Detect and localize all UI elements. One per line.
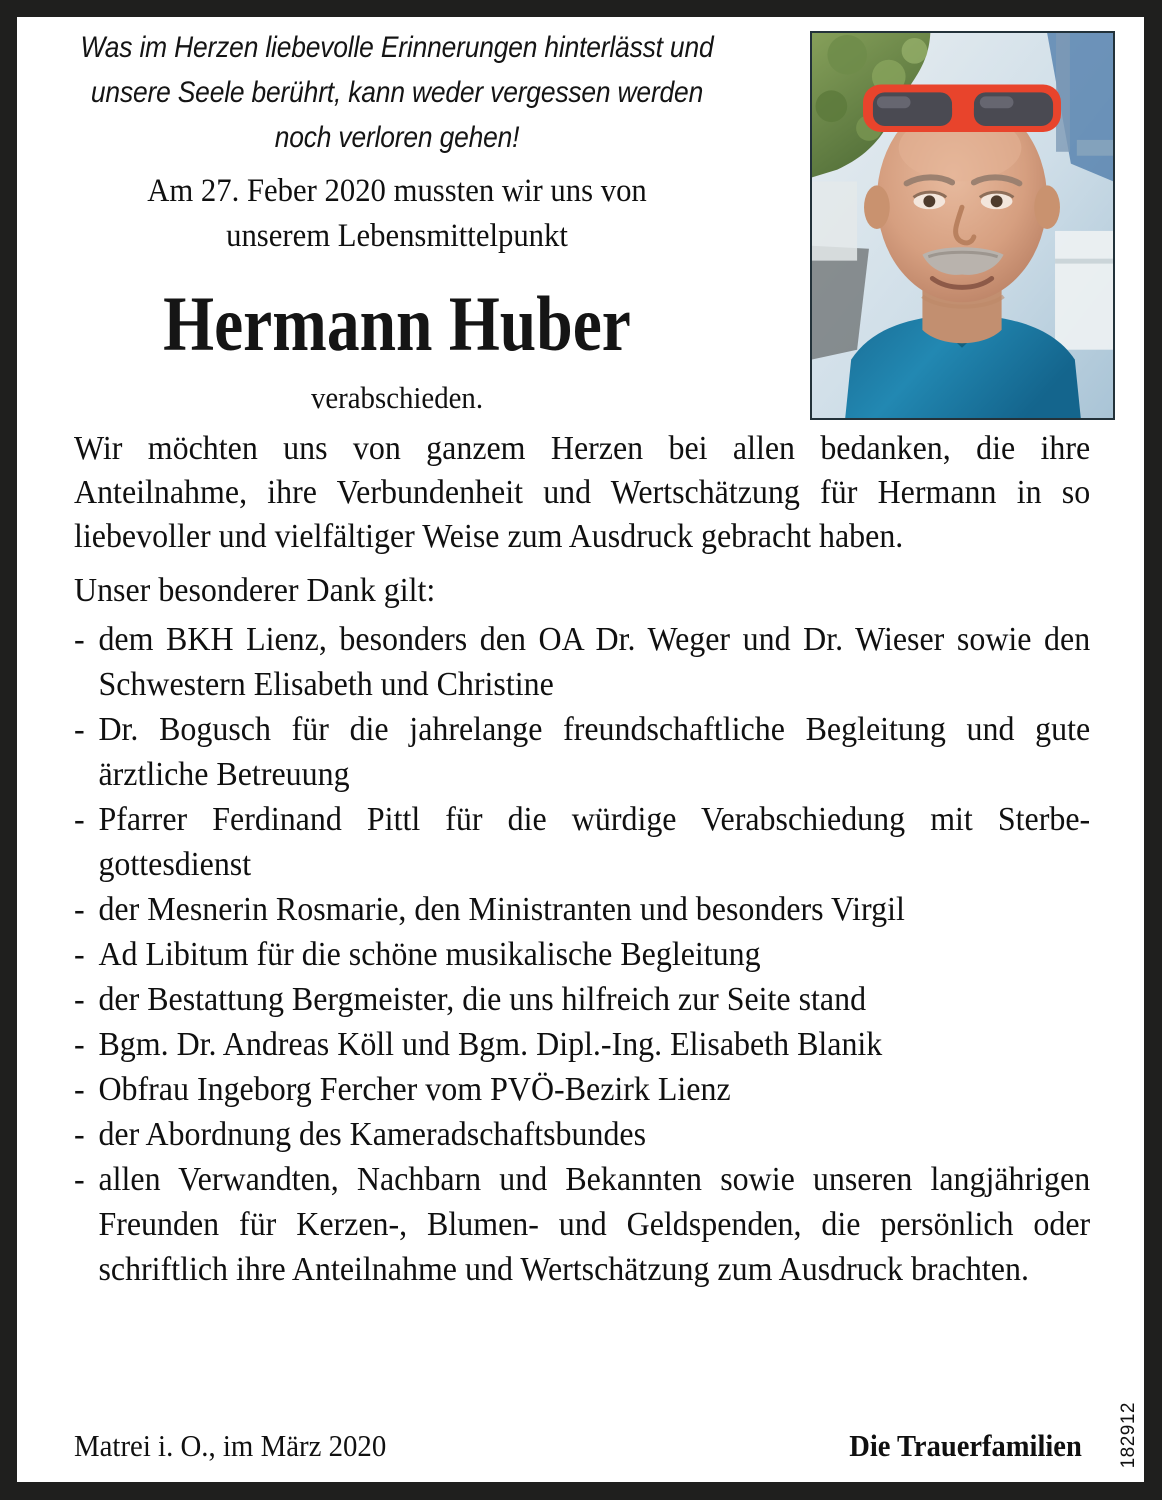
list-item bbox=[74, 932, 1090, 977]
bullet-dash: - bbox=[74, 711, 85, 748]
bullet-dash: - bbox=[74, 1161, 85, 1198]
announcement-line-1: Am 27. Feber 2020 mussten wir uns von bbox=[147, 173, 647, 209]
bullet-dash: - bbox=[74, 936, 85, 973]
list-item-text: der Mesnerin Rosmarie, den Ministranten und besonders Virgil bbox=[98, 891, 905, 928]
epigraph-line-2: unsere Seele berührt, kann weder vergessen werden bbox=[90, 76, 704, 109]
gratitude-paragraph: Wir möchten uns von ganzem Herzen bei allen bedanken, die ihre Anteilnahme, ihre Verbundenheit und Wertschätzung für Hermann in so liebevoller und vielfältiger Weise zum Ausdruck gebracht haben. bbox=[74, 430, 1091, 555]
deceased-name: Hermann Huber bbox=[163, 280, 631, 367]
bullet-dash: - bbox=[74, 1071, 85, 1108]
list-item bbox=[74, 887, 1090, 932]
epigraph-line-3: noch verloren gehen! bbox=[274, 121, 520, 154]
bullet-dash: - bbox=[74, 621, 85, 658]
signature: Die Trauerfamilien bbox=[849, 1428, 1082, 1463]
epigraph-line-1: Was im Herzen liebevolle Erinnerungen hinterlässt und bbox=[80, 31, 714, 64]
list-item-text: der Abordnung des Kameradschaftsbundes bbox=[98, 1116, 647, 1153]
list-item bbox=[74, 1112, 1090, 1157]
list-item-text: Ad Libitum für die schöne musikalische Begleitung bbox=[98, 936, 761, 973]
list-item bbox=[74, 797, 1090, 887]
portrait-photo bbox=[810, 31, 1115, 420]
announcement-line-2: unserem Lebensmittelpunkt bbox=[226, 218, 568, 254]
bullet-dash: - bbox=[74, 891, 85, 928]
bullet-dash: - bbox=[74, 1116, 85, 1153]
reference-code: 182912 bbox=[1118, 1401, 1139, 1468]
epigraph bbox=[80, 25, 714, 160]
bullet-dash: - bbox=[74, 1026, 85, 1063]
list-item-text: Dr. Bogusch für die jahrelange freundschaftliche Begleitung und gute ärztliche Betreuung bbox=[98, 711, 1091, 793]
list-item bbox=[74, 707, 1090, 797]
place-and-date: Matrei i. O., im März 2020 bbox=[74, 1428, 387, 1463]
list-item-text: Bgm. Dr. Andreas Köll und Bgm. Dipl.-Ing. Elisabeth Blanik bbox=[98, 1026, 883, 1063]
notice-footer bbox=[74, 1428, 1082, 1464]
sunglasses-icon bbox=[863, 84, 1061, 132]
announcement bbox=[72, 169, 723, 259]
list-item-text: dem BKH Lienz, besonders den OA Dr. Weger und Dr. Wieser sowie den Schwestern Elisabeth und Christine bbox=[98, 621, 1091, 703]
bullet-dash: - bbox=[74, 801, 85, 838]
list-item-text: der Bestattung Bergmeister, die uns hilfreich zur Seite stand bbox=[98, 981, 867, 1018]
portrait-illustration bbox=[812, 33, 1113, 418]
list-item-text: Pfarrer Ferdinand Pittl für die würdige Verabschiedung mit Sterbegottesdienst bbox=[98, 801, 1091, 883]
bullet-dash: - bbox=[74, 981, 85, 1018]
list-item-text: Obfrau Ingeborg Fercher vom PVÖ-Bezirk Lienz bbox=[98, 1071, 731, 1108]
body-copy bbox=[74, 427, 1091, 1292]
list-item bbox=[74, 617, 1090, 707]
list-item bbox=[74, 977, 1090, 1022]
list-item bbox=[74, 1022, 1090, 1067]
notice-sheet bbox=[17, 17, 1144, 1482]
farewell-text: verabschieden. bbox=[310, 380, 484, 415]
list-item bbox=[74, 1157, 1090, 1292]
list-item bbox=[74, 1067, 1090, 1112]
thanks-intro: Unser besonderer Dank gilt: bbox=[74, 572, 436, 609]
notice-header bbox=[17, 17, 1144, 417]
list-item-text: allen Verwandten, Nachbarn und Bekannten sowie unseren langjährigen Freunden für Kerzen-, Blumen- und Geldspenden, die persönlich oder schriftlich ihre Anteilnahme und Wertschätzung zum Ausdruck brachten. bbox=[98, 1161, 1091, 1288]
thanks-list bbox=[74, 617, 1090, 1292]
